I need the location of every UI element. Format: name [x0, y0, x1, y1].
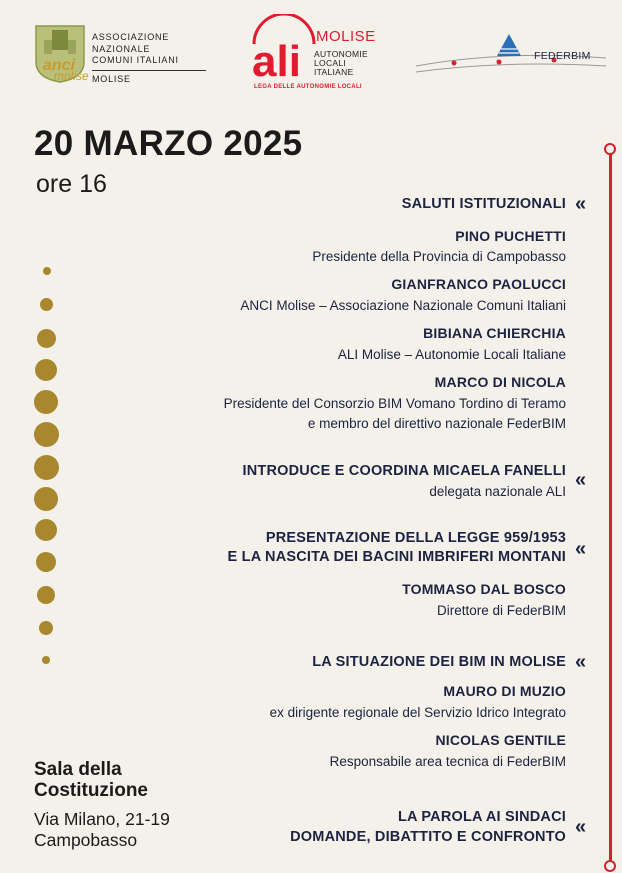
federbim-name-text: FEDERBIM	[534, 50, 591, 62]
section-title-presentazione: PRESENTAZIONE DELLA LEGGE 959/1953	[265, 530, 566, 546]
decorative-dot	[35, 359, 57, 381]
federbim-logo	[414, 30, 610, 80]
chevron-left-icon: «	[575, 538, 587, 560]
decorative-dot	[37, 586, 55, 604]
speaker-role: ANCI Molise – Associazione Nazionale Comuni Italiani	[240, 298, 566, 313]
decorative-dot	[37, 329, 56, 348]
speaker-name: MARCO DI NICOLA	[434, 374, 566, 390]
venue-name: Sala della Costituzione	[34, 759, 148, 801]
section-title-presentazione-line2: E LA NASCITA DEI BACINI IMBRIFERI MONTANI	[227, 549, 566, 565]
event-date: 20 MARZO 2025	[34, 124, 303, 163]
anci-region-text: MOLISE	[92, 74, 131, 84]
anci-divider	[92, 70, 206, 71]
ali-tagline-text: LEGA DELLE AUTONOMIE LOCALI	[254, 84, 362, 90]
speaker-role: Presidente del Consorzio BIM Vomano Tordino di Teramo	[223, 396, 566, 411]
anci-shield-icon	[30, 22, 90, 84]
timeline-line	[609, 149, 612, 866]
decorative-dot	[35, 519, 57, 541]
speaker-role: e membro del direttivo nazionale FederBIM	[307, 416, 566, 431]
timeline-bottom-cap	[604, 860, 616, 872]
event-time: ore 16	[36, 170, 107, 198]
decorative-dot	[34, 455, 59, 480]
anci-name-text: ASSOCIAZIONE NAZIONALE COMUNI ITALIANI	[92, 32, 179, 65]
ali-logo-icon	[248, 14, 320, 86]
section-title-parola: LA PAROLA AI SINDACI	[397, 809, 566, 825]
speaker-name: NICOLAS GENTILE	[435, 732, 566, 748]
speaker-role: ALI Molise – Autonomie Locali Italiane	[337, 347, 566, 362]
section-title-situazione: LA SITUAZIONE DEI BIM IN MOLISE	[312, 654, 566, 670]
speaker-role: Direttore di FederBIM	[436, 603, 566, 618]
speaker-name: BIBIANA CHIERCHIA	[423, 325, 566, 341]
decorative-dot	[40, 298, 53, 311]
venue-address: Via Milano, 21-19 Campobasso	[34, 809, 170, 850]
chevron-left-icon: «	[575, 816, 587, 838]
speaker-name: PINO PUCHETTI	[455, 228, 566, 244]
chevron-left-icon: «	[575, 651, 587, 673]
anci-molise-logo	[30, 22, 215, 92]
speaker-role: Presidente della Provincia di Campobasso	[312, 249, 566, 264]
timeline-top-cap	[604, 143, 616, 155]
decorative-dot	[39, 621, 53, 635]
ali-region-text: MOLISE	[316, 28, 376, 45]
decorative-dot	[43, 267, 51, 275]
ali-subtitle-text: AUTONOMIE LOCALI ITALIANE	[314, 49, 369, 77]
svg-text:molise: molise	[54, 69, 89, 83]
speaker-name: GIANFRANCO PAOLUCCI	[391, 276, 566, 292]
decorative-dot	[42, 656, 50, 664]
speaker-role: ex dirigente regionale del Servizio Idrico Integrato	[269, 705, 566, 720]
chevron-left-icon: «	[575, 469, 587, 491]
speaker-name: TOMMASO DAL BOSCO	[402, 581, 566, 597]
speaker-role: delegata nazionale ALI	[429, 484, 566, 499]
decorative-dot	[34, 390, 58, 414]
section-title-parola-line2: DOMANDE, DIBATTITO E CONFRONTO	[290, 829, 566, 845]
decorative-dot	[36, 552, 56, 572]
svg-text:anci: anci	[43, 57, 76, 74]
speaker-role: Responsabile area tecnica di FederBIM	[329, 754, 566, 769]
speaker-name: MAURO DI MUZIO	[443, 683, 566, 699]
decorative-dot	[34, 422, 59, 447]
section-title-introduce: INTRODUCE E COORDINA MICAELA FANELLI	[242, 463, 566, 479]
chevron-left-icon: «	[575, 193, 587, 215]
decorative-dot	[34, 487, 58, 511]
ali-molise-logo	[248, 14, 398, 94]
svg-text:ali: ali	[252, 37, 301, 86]
section-title-saluti: SALUTI ISTITUZIONALI	[401, 196, 566, 212]
